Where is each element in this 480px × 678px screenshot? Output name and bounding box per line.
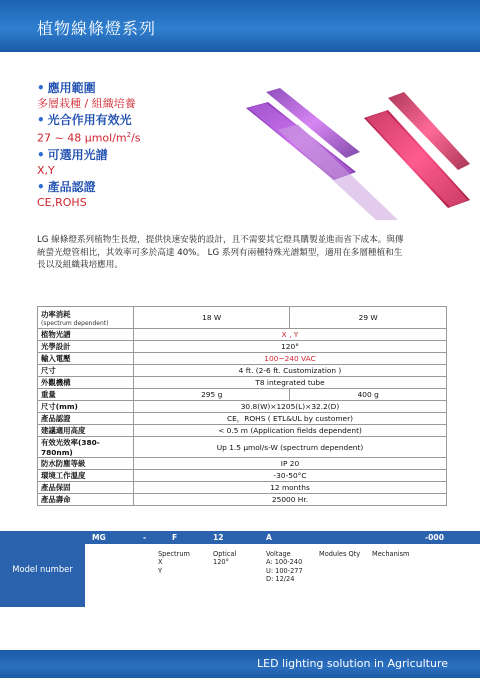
spec-value-weight-b: 400 g <box>290 389 447 401</box>
model-column-value: D: 12/24 <box>266 574 295 583</box>
led-tube-photo <box>238 80 470 220</box>
description-line: 長以及組織栽培應用。 <box>37 260 123 270</box>
model-column-value: Y <box>158 566 163 575</box>
table-row <box>38 329 447 341</box>
spec-value: CE，ROHS ( ETL&UL by customer) <box>134 413 447 425</box>
model-code-dash: - <box>143 533 147 542</box>
spec-label: 尺寸 <box>38 365 134 377</box>
table-row <box>38 437 447 458</box>
model-code-f: F <box>172 533 178 542</box>
spec-label: 有效光效率(380-780nm) <box>38 437 134 458</box>
model-voltage-column <box>266 550 303 583</box>
table-row <box>38 425 447 437</box>
feature-heading-certification: • 產品認證 <box>37 179 96 194</box>
spec-label: 尺寸(mm) <box>38 401 134 413</box>
model-code-bar <box>0 531 480 544</box>
spec-label: 產品保固 <box>38 482 134 494</box>
spec-table <box>37 306 447 506</box>
description-line: 統螢光燈管相比，其效率可多於高達 40%。 LG 系列有兩種特殊光譜類型，適用在多層種植和生 <box>37 247 403 258</box>
spec-value-power-18: 18 W <box>134 307 290 329</box>
spec-label: 植物光譜 <box>38 329 134 341</box>
model-number-section <box>0 531 480 607</box>
spec-label: 產品壽命 <box>38 494 134 506</box>
spec-label: 輸入電壓 <box>38 353 134 365</box>
page-footer <box>0 650 480 678</box>
spec-value: 30.8(W)×1205(L)×32.2(D) <box>134 401 447 413</box>
model-qty-column <box>319 550 360 558</box>
model-column-head: Optical <box>213 550 237 558</box>
spec-label: 建議適用高度 <box>38 425 134 437</box>
feature-heading-application: • 應用範圍 <box>37 81 96 95</box>
model-spectrum-column <box>158 550 190 575</box>
feature-heading-par: • 光合作用有效光 <box>37 113 132 127</box>
model-mechanism-column <box>372 550 409 558</box>
footer-tagline: LED lighting solution in Agriculture <box>256 657 448 670</box>
feature-value-certification: CE,ROHS <box>37 195 87 209</box>
description-line: LG 線條燈系列植物生長燈，提供快速安裝的設計，且不需要其它燈具購製並進而省下成本。與傳 <box>37 235 404 245</box>
model-code-mg: MG <box>92 533 106 542</box>
table-row <box>38 482 447 494</box>
spec-label-power: 功率消耗 (spectrum dependent) <box>38 307 134 329</box>
spec-label: 防水防塵等級 <box>38 458 134 470</box>
table-row <box>38 365 447 377</box>
model-code-a: A <box>266 533 272 542</box>
table-row <box>38 401 447 413</box>
spec-label: 外觀機構 <box>38 377 134 389</box>
spec-value: 25000 Hr. <box>134 494 447 506</box>
table-row <box>38 458 447 470</box>
model-column-value: X <box>158 558 163 567</box>
table-row <box>38 341 447 353</box>
spec-value: 120° <box>134 341 447 353</box>
table-row <box>38 353 447 365</box>
model-optical-column <box>213 550 236 567</box>
spec-value: T8 integrated tube <box>134 377 447 389</box>
model-column-value: A: 100-240 <box>266 558 303 567</box>
spec-value: < 0.5 m (Application fields dependent) <box>134 425 447 437</box>
page-title: 植物線條燈系列 <box>37 19 157 38</box>
spec-value: -30-50°C <box>134 470 447 482</box>
spec-value: 100~240 VAC <box>134 353 447 365</box>
spec-label-weight: 重量 <box>38 389 134 401</box>
model-column-head: Mechanism <box>372 550 410 558</box>
spec-label: 環境工作溫度 <box>38 470 134 482</box>
model-code-tail: -000 <box>425 533 445 542</box>
model-code-12: 12 <box>213 533 224 542</box>
page-header <box>0 0 480 52</box>
feature-value-application: 多層栽種 / 組織培養 <box>37 97 136 110</box>
feature-value-par: 27 ~ 48 μmol/$m^2/s$ <box>37 131 141 145</box>
product-description <box>37 234 447 272</box>
feature-heading-spectrum: • 可選用光譜 <box>37 147 108 162</box>
spec-label: 產品認證 <box>38 413 134 425</box>
model-column-head: Modules Qty <box>319 550 361 558</box>
model-column-head: Spectrum <box>158 550 190 558</box>
spec-value: 4 ft. (2-6 ft. Customization ) <box>134 365 447 377</box>
table-row <box>38 389 447 401</box>
feature-value-spectrum: X,Y <box>37 163 55 177</box>
table-row <box>38 307 447 329</box>
table-row <box>38 377 447 389</box>
spec-value-power-29: 29 W <box>290 307 447 329</box>
model-column-value: 120° <box>213 558 229 567</box>
spec-value: IP 20 <box>134 458 447 470</box>
spec-value: Up 1.5 μmol/s-W (spectrum dependent) <box>134 437 447 458</box>
feature-list <box>37 80 217 211</box>
model-column-value: U: 100-277 <box>266 566 303 575</box>
table-row <box>38 470 447 482</box>
table-row <box>38 494 447 506</box>
table-row <box>38 413 447 425</box>
spec-value-weight-a: 295 g <box>134 389 290 401</box>
model-column-head: Voltage <box>266 550 291 558</box>
spec-label: 光學設計 <box>38 341 134 353</box>
spec-value: 12 months <box>134 482 447 494</box>
model-number-label: Model number <box>0 544 85 607</box>
spec-value: X , Y <box>134 329 447 341</box>
